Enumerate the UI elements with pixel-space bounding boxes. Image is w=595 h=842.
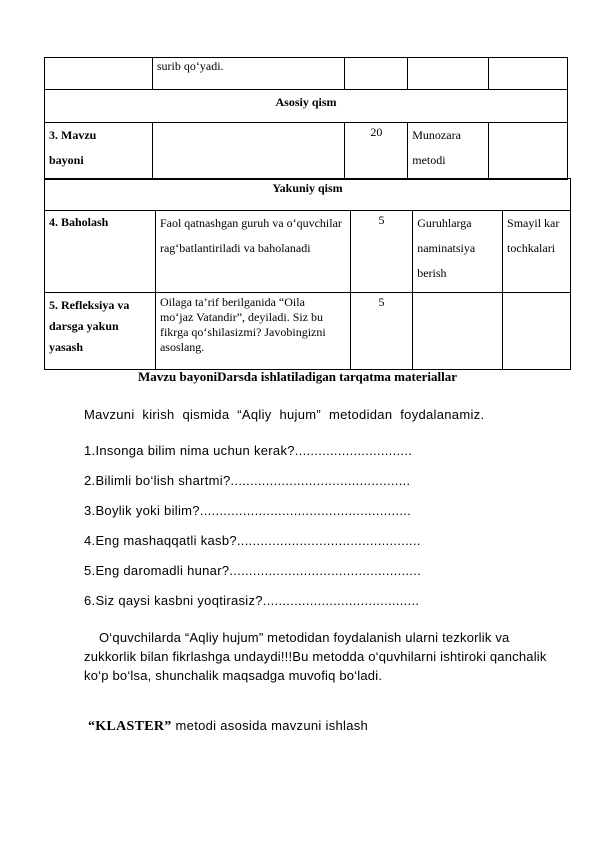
- table-cell: [413, 211, 503, 293]
- activity-text: Faol qatnashgan guruh va o‘quvchilar rag‘batlantiriladi va baholanadi: [159, 216, 342, 255]
- question-item: 1.Insonga bilim nima uchun kerak?..............................: [84, 443, 413, 458]
- intro-line: Mavzuni kirish qismida “Aqliy hujum” metodidan foydalanamiz.: [84, 407, 485, 422]
- time-value: 5: [378, 213, 385, 227]
- table-cell: [345, 58, 408, 90]
- section-heading: [45, 179, 571, 211]
- klaster-line: [88, 718, 368, 735]
- table-row: [45, 90, 568, 123]
- table-cell: [503, 293, 571, 370]
- table-cell: [489, 123, 568, 180]
- table-row: [45, 58, 568, 90]
- table-cell: [155, 211, 350, 293]
- method-paragraph: O‘quvchilarda “Aqliy hujum” metodidan foydalanish ularni tezkorlik va zukkorlik bilan fikrlashga undaydi!!!Bu metodda o‘quvhilarni ishtiroki qanchalik ko‘p bo‘lsa, shunchalik maqsadga muvofiq bo‘ladi.: [84, 630, 547, 683]
- table-cell: [345, 123, 408, 180]
- table-cell: [503, 211, 571, 293]
- lesson-plan-table-bottom: [44, 178, 571, 370]
- question-item: 6.Siz qaysi kasbni yoqtirasiz?........................................: [84, 593, 420, 608]
- question-item: 4.Eng mashaqqatli kasb?...............................................: [84, 533, 421, 548]
- section-heading-text: Yakuniy qism: [272, 181, 343, 195]
- stage-label: 4. Baholash: [49, 215, 109, 229]
- table-row: [45, 179, 571, 211]
- question-item: 3.Boylik yoki bilim?......................................................: [84, 503, 412, 518]
- klaster-text: metodi asosida mavzuni ishlash: [171, 718, 369, 733]
- stage-label: 3. Mavzu bayoni: [49, 128, 97, 167]
- activity-text: Oilaga ta’rif berilganida “Oila mo‘jaz Vatandir”, deyiladi. Siz bu fikrga qo‘shilasizmi? Javobingizni asoslang.: [159, 295, 326, 354]
- table-cell: [45, 211, 156, 293]
- table-row: [45, 211, 571, 293]
- table-cell: [489, 58, 568, 90]
- table-cell: [152, 123, 345, 180]
- table-cell: [152, 58, 345, 90]
- table-row: [45, 123, 568, 180]
- table-cell: [408, 58, 489, 90]
- time-value: 20: [370, 125, 383, 139]
- cell-text: surib qo‘yadi.: [156, 59, 224, 73]
- question-item: 5.Eng daromadli hunar?.................................................: [84, 563, 422, 578]
- question-item: 2.Bilimli bo‘lish shartmi?..............................................: [84, 473, 411, 488]
- klaster-title: “KLASTER”: [88, 719, 172, 734]
- section-heading-text: Asosiy qism: [275, 95, 337, 109]
- table-cell: [45, 58, 153, 90]
- table-cell: [350, 211, 412, 293]
- table-cell: [350, 293, 412, 370]
- method-text: Munozara metodi: [412, 128, 461, 167]
- materials-caption: Mavzu bayoniDarsda ishlatiladigan tarqatma materiallar: [138, 369, 457, 384]
- lesson-plan-table-top: [44, 57, 568, 180]
- table-cell: [413, 293, 503, 370]
- table-cell: [45, 123, 153, 180]
- stage-label: 5. Refleksiya va darsga yakun yasash: [49, 298, 130, 354]
- table-cell: [408, 123, 489, 180]
- time-value: 5: [378, 295, 385, 309]
- table-cell: [155, 293, 350, 370]
- section-heading: [45, 90, 568, 123]
- table-cell: [45, 293, 156, 370]
- material-text: Smayil kartochkalari: [507, 216, 560, 255]
- method-text: Guruhlarga naminatsiya berish: [417, 216, 476, 280]
- table-row: [45, 293, 571, 370]
